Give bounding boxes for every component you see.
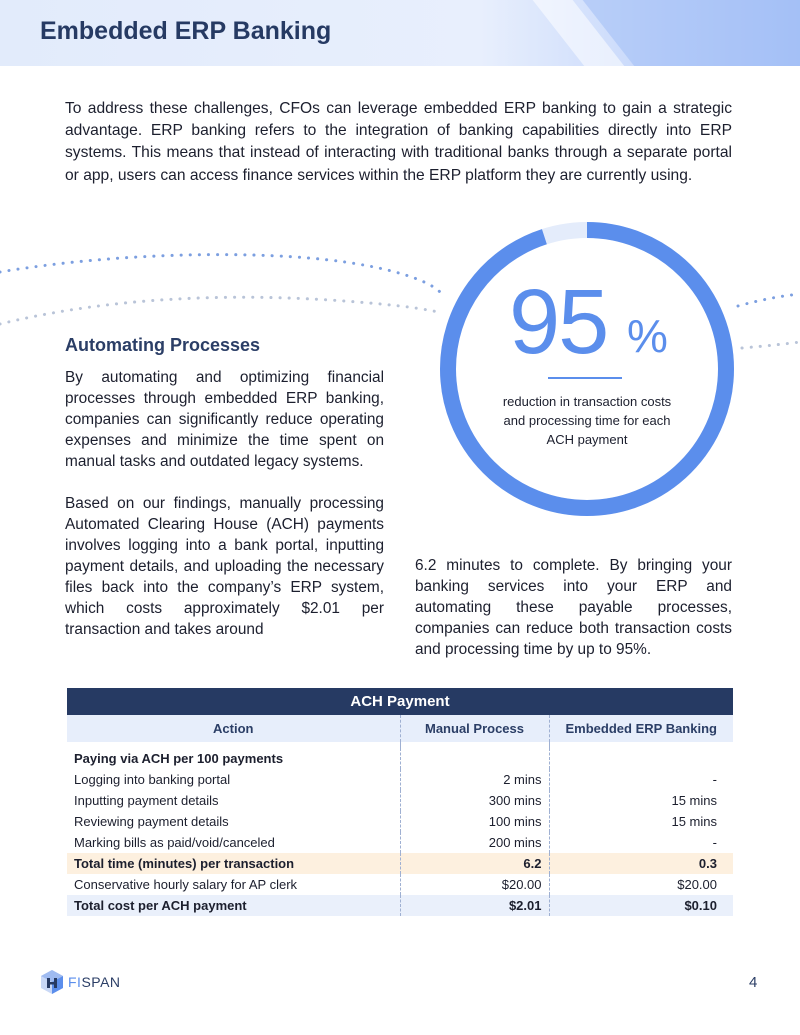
cell-action: Reviewing payment details (74, 814, 229, 829)
cell-manual: 300 mins (400, 790, 549, 811)
column-header-manual: Manual Process (400, 715, 549, 742)
cell-erp: 15 mins (549, 790, 733, 811)
cell-action: Logging into banking portal (74, 772, 231, 787)
cell-manual: 200 mins (400, 832, 549, 853)
cell-action: Total cost per ACH payment (67, 895, 400, 916)
column-header-erp: Embedded ERP Banking (549, 715, 733, 742)
cell-manual: 2 mins (400, 769, 549, 790)
cell-erp: $20.00 (549, 874, 733, 895)
left-column (65, 367, 384, 661)
stat-divider (548, 377, 622, 379)
cell-erp: $0.10 (549, 895, 733, 916)
cell-erp: - (549, 769, 733, 790)
fispan-logo-text: FISPAN (68, 974, 121, 990)
cell-action: Inputting payment details (74, 793, 219, 808)
section-heading: Automating Processes (65, 335, 261, 355)
table-row-total-time (67, 853, 733, 874)
right-column: 6.2 minutes to complete. By bringing your banking services into your ERP and automating these payable processes, companies can reduce both transaction costs and processing time by up to 95%. (415, 557, 732, 658)
cell-manual: $2.01 (400, 895, 549, 916)
body-paragraph: By automating and optimizing financial processes through embedded ERP banking, companies can significantly reduce operating expenses and minimize the time spent on manual tasks and outdated legacy systems. (65, 369, 384, 470)
ach-payment-table (67, 688, 733, 916)
cell-manual: 100 mins (400, 811, 549, 832)
intro-paragraph: To address these challenges, CFOs can leverage embedded ERP banking to gain a strategic advantage. ERP banking refers to the integration of banking capabilities directly into ERP systems. This means that instead of interacting with traditional banks through a separate portal or app, users can access finance services within the ERP platform they are currently using. (65, 100, 732, 184)
table-group-row (67, 748, 733, 769)
cell-action: Conservative hourly salary for AP clerk (74, 877, 298, 892)
stat-caption: reduction in transaction costs and processing time for each ACH payment (502, 394, 672, 447)
cell-erp: 15 mins (549, 811, 733, 832)
cell-action: Marking bills as paid/void/canceled (74, 835, 275, 850)
body-paragraph: Based on our findings, manually processing Automated Clearing House (ACH) payments involves logging into a bank portal, inputting payment details, and uploading the necessary files back into the company’s ERP system, which costs approximately $2.01 per transaction and takes around (65, 495, 384, 638)
table-row (67, 874, 733, 895)
table-row (67, 811, 733, 832)
cell-erp: 0.3 (549, 853, 733, 874)
cell-erp: - (549, 832, 733, 853)
group-label: Paying via ACH per 100 payments (74, 751, 284, 766)
cell-manual: 6.2 (400, 853, 549, 874)
page-number: 4 (749, 974, 758, 991)
cell-manual: $20.00 (400, 874, 549, 895)
page-title: Embedded ERP Banking (40, 17, 332, 45)
cell-action: Total time (minutes) per transaction (67, 853, 400, 874)
column-header-action: Action (67, 715, 400, 742)
table-title: ACH Payment (67, 688, 733, 715)
fispan-logo-icon (40, 969, 64, 995)
stat-unit: % (627, 310, 668, 362)
table-row (67, 832, 733, 853)
table-row (67, 769, 733, 790)
table-row-total-cost (67, 895, 733, 916)
table-row (67, 790, 733, 811)
stat-value: 95 (509, 271, 608, 373)
